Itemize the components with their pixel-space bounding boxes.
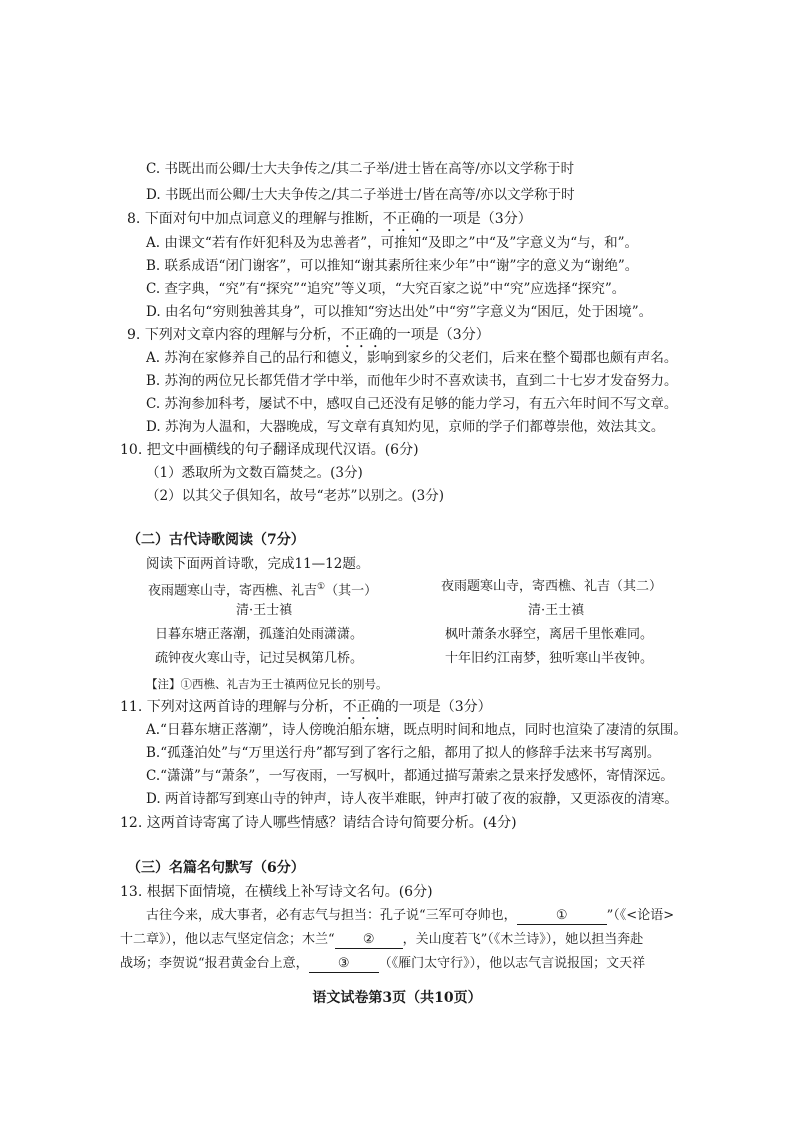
question-text-post: 的一项是（3分）	[382, 327, 490, 343]
option-letter: B.	[146, 745, 161, 761]
poem-2-line-2: 十年旧约江南梦，独听寒山半夜钟。	[445, 651, 654, 666]
question-number: 11.	[120, 699, 143, 715]
option-letter: C.	[146, 161, 161, 177]
q10-item-1: （1）悉取所为文数百篇焚之。(3分)	[146, 465, 363, 481]
q9-option-c	[146, 395, 677, 413]
question-number: 13.	[120, 884, 143, 900]
q7-option-d	[146, 186, 575, 204]
question-number: 10.	[120, 442, 143, 458]
q9-option-d	[146, 418, 664, 436]
option-letter: C.	[146, 281, 161, 297]
footnote-marker: ①	[317, 582, 326, 592]
q11-option-c	[146, 767, 674, 785]
question-number: 8.	[127, 211, 141, 227]
answer-blank-3[interactable]: ③	[309, 956, 379, 973]
option-text: 书既出而公卿/士大夫争传之/其二子举进士/皆在高等/亦以文学称于时	[164, 187, 575, 203]
paragraph-text: ，关山度若飞”（《木兰诗》），她以担当奔赴	[402, 932, 644, 947]
question-number: 9.	[127, 327, 141, 343]
option-text: “日暮东塘正落潮”，诗人傍晚泊船东塘，既点明时间和地点，同时也渲染了凄清的氛围。	[160, 722, 687, 738]
poem-1-line-2: 疏钟夜火寒山寺，记过吴枫第几桥。	[155, 651, 364, 666]
answer-blank-1[interactable]: ①	[517, 908, 607, 925]
emphasis-text: 不正确	[382, 211, 425, 227]
option-letter: D.	[146, 187, 161, 203]
emphasis-text: 不正确	[340, 327, 383, 343]
q10-item-2: （2）以其父子俱知名，故号“老苏”以别之。(3分)	[146, 488, 445, 504]
paragraph-text: 战场；李贺说“报君黄金台上意，	[120, 956, 309, 971]
question-text-pre: 下列对这两首诗的理解与分析，	[146, 699, 343, 715]
question-text-post: 的一项是（3分）	[384, 699, 492, 715]
poem-1-title	[148, 578, 377, 600]
q11-option-d	[146, 790, 678, 808]
option-text: 两首诗都写到寒山寺的钟声，诗人夜半难眠，钟声打破了夜的寂静，又更添夜的清寒。	[164, 791, 678, 807]
poem-2-title: 夜雨题寒山寺，寄西樵、礼吉（其二）	[441, 579, 663, 594]
option-letter: A.	[146, 350, 161, 366]
poem-title-text: 夜雨题寒山寺，寄西樵、礼吉	[148, 583, 318, 599]
question-text-pre: 下面对句中加点词意义的理解与推断，	[144, 211, 383, 227]
q12-stem	[120, 814, 517, 832]
poem-1-author: 清·王士禛	[236, 603, 293, 618]
q10-stem	[120, 441, 419, 459]
q9-option-a	[146, 349, 677, 367]
q11-option-a	[146, 721, 687, 739]
poem-1-line-1: 日暮东塘正落潮，孤蓬泊处雨潇潇。	[155, 627, 364, 642]
option-letter: D.	[146, 419, 161, 435]
section-2-intro: 阅读下面两首诗歌，完成11—12题。	[146, 556, 370, 572]
poem-title-suffix: （其一）	[325, 583, 378, 599]
page-footer: 语文试卷第3页（共10页）	[312, 990, 482, 1006]
option-letter: A.	[146, 722, 161, 738]
paragraph-text: 古往今来，成大事者，必有志气与担当：孔子说“三军可夺帅也，	[146, 908, 517, 923]
option-letter: D.	[146, 791, 161, 807]
question-text-pre: 下列对文章内容的理解与分析，	[144, 327, 341, 343]
option-letter: C.	[146, 768, 161, 784]
option-text: “潇潇”与“萧条”，一写夜雨，一写枫叶，都通过描写萧索之景来抒发感怀，寄情深远。	[160, 768, 674, 784]
emphasis-text: 不正确	[342, 699, 385, 715]
option-letter: B.	[146, 258, 161, 274]
option-text: 苏洵参加科考，屡试不中，感叹自己还没有足够的能力学习，有五六年时间不写文章。	[164, 396, 678, 412]
option-text: 由课文“若有作奸犯科及为忠善者”，可推知“及即之”中“及”字意义为“与，和”。	[164, 235, 639, 251]
section-2-title: （二）古代诗歌阅读（7分）	[127, 532, 305, 548]
option-letter: A.	[146, 235, 161, 251]
q13-paragraph-line-3	[120, 955, 645, 973]
section-3-title: （三）名篇名句默写（6分）	[127, 860, 305, 876]
q9-option-b	[146, 372, 678, 390]
question-text: 把文中画横线的句子翻译成现代汉语。(6分)	[146, 442, 419, 458]
paragraph-text: 十二章》），他以志气坚定信念；木兰“	[120, 932, 335, 947]
q8-option-a	[146, 234, 638, 252]
question-text-post: 的一项是（3分）	[424, 211, 532, 227]
paragraph-text: （《雁门太守行》），他以志气言说报国；文天祥	[378, 956, 646, 971]
question-text: 这两首诗寄寓了诗人哪些情感？请结合诗句简要分析。(4分)	[146, 815, 517, 831]
option-letter: D.	[146, 304, 161, 320]
option-letter: C.	[146, 396, 161, 412]
poem-2-line-1: 枫叶萧条水驿空，离居千里怅难同。	[445, 627, 654, 642]
q13-stem	[120, 883, 433, 901]
option-letter: B.	[146, 373, 161, 389]
q8-option-c	[146, 280, 625, 298]
q8-option-d	[146, 303, 652, 321]
q13-paragraph-line-1	[146, 907, 674, 925]
answer-blank-2[interactable]: ②	[335, 932, 403, 949]
option-text: 苏洵为人温和，大器晚成，写文章有真知灼见，京师的学子们都尊崇他，效法其文。	[164, 419, 665, 435]
option-text: 苏洵的两位兄长都凭借才学中举，而他年少时不喜欢读书，直到二十七岁才发奋努力。	[164, 373, 678, 389]
q11-option-b	[146, 744, 660, 762]
q7-option-c	[146, 160, 574, 178]
q8-option-b	[146, 257, 638, 275]
option-text: “孤蓬泊处”与“万里送行舟”都写到了客行之船，都用了拟人的修辞手法来书写离别。	[160, 745, 661, 761]
option-text: 书既出而公卿/士大夫争传之/其二子举/进士皆在高等/亦以文学称于时	[164, 161, 575, 177]
q11-stem	[120, 698, 492, 723]
question-number: 12.	[120, 815, 143, 831]
q8-stem	[127, 210, 532, 235]
q9-stem	[127, 326, 490, 351]
question-text: 根据下面情境，在横线上补写诗文名句。(6分)	[146, 884, 433, 900]
option-text: 查字典，“究”有“探究”“追究”等义项，“大究百家之说”中“究”应选择“探究”。	[164, 281, 626, 297]
option-text: 联系成语“闭门谢客”，可以推知“谢其素所往来少年”中“谢”字的意义为“谢绝”。	[164, 258, 639, 274]
paragraph-text: ”（《<论语>	[606, 908, 675, 923]
option-text: 苏洵在家修养自己的品行和德义，影响到家乡的父老们，后来在整个蜀郡也颇有声名。	[164, 350, 678, 366]
poem-2-author: 清·王士禛	[528, 603, 585, 618]
poem-note: 【注】①西樵、礼吉为王士禛两位兄长的别号。	[146, 677, 388, 691]
option-text: 由名句“穷则独善其身”，可以推知“穷达出处”中“穷”字意义为“困厄，处于困境”。	[164, 304, 653, 320]
q13-paragraph-line-2	[120, 931, 643, 949]
